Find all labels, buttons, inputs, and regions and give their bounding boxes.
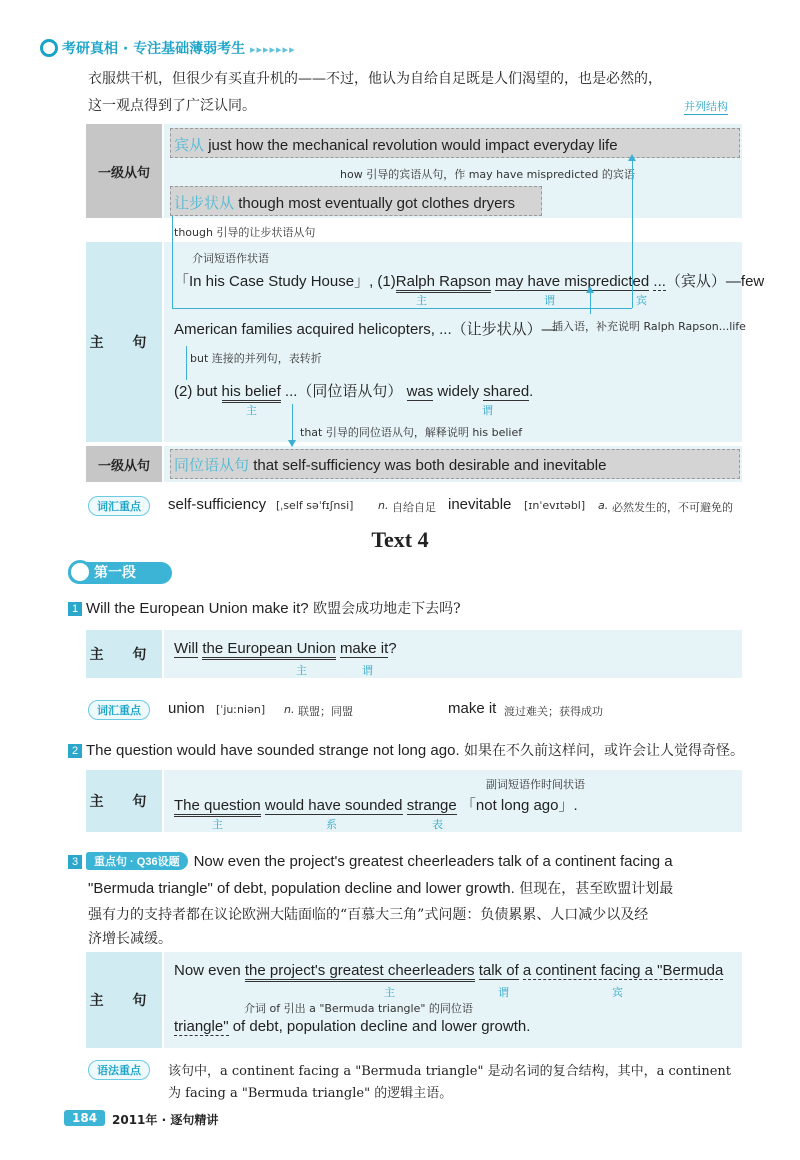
role-subject: 主 — [416, 294, 427, 307]
role-c-verb: 谓 — [482, 404, 493, 417]
s1-role-verb: 谓 — [362, 664, 373, 677]
sentence-2-cn: 如果在不久前这样问，或许会让人觉得奇怪。 — [459, 743, 745, 759]
s1-p2: ? — [388, 640, 397, 657]
vocab-phon-2: [ɪnˈevɪtəbl] — [524, 499, 586, 512]
sentence-3-en2: "Bermuda triangle" of debt, population decline and lower growth. — [88, 880, 515, 897]
s3-object: a continent facing a "Bermuda — [522, 962, 724, 979]
vocab-tag-1: 词汇重点 — [88, 496, 150, 516]
vocab-def-3: 联盟；同盟 — [298, 705, 353, 718]
main-subject: Ralph Rapson — [396, 273, 491, 293]
s3-analysis-line1 — [174, 962, 723, 979]
note-5: but 连接的并列句，表转折 — [190, 352, 322, 365]
main-verb: may have mispredicted — [495, 273, 650, 290]
s1-verb: make it — [339, 640, 389, 657]
s2-role-pred: 表 — [432, 818, 443, 831]
arrow-1 — [628, 154, 636, 161]
clause-3-text: that self-sufficiency was both desirable and inevitable — [253, 457, 607, 474]
main-line-2: American families acquired helicopters, ...（让步状从）— — [174, 321, 557, 338]
main-c2: ...（同位语从句） — [280, 383, 403, 400]
connector-5 — [186, 346, 187, 380]
s2-role-subject: 主 — [212, 818, 223, 831]
s2-note: 副词短语作时间状语 — [486, 778, 585, 791]
vocab-word-4: make it — [448, 700, 497, 717]
vocab-pos-2: a. — [598, 499, 609, 512]
s3-m2a: triangle" — [174, 1018, 229, 1035]
intro-line2: 这一观点得到了广泛认同。 — [88, 98, 256, 114]
paragraph-heading — [68, 562, 172, 584]
s1-analysis — [174, 640, 397, 657]
running-header — [40, 38, 296, 58]
main-c-pred: shared — [483, 383, 530, 400]
sentence-2 — [68, 740, 744, 760]
vocab-row-2 — [88, 700, 748, 722]
sentence-2-en: The question would have sounded strange not long ago. — [86, 742, 460, 759]
vocab-word-3: union — [168, 700, 205, 717]
clause-2 — [174, 192, 515, 213]
label-clause-top: 一级从句 — [86, 124, 162, 218]
connector-3 — [632, 158, 633, 308]
key-sentence-tag: 重点句 · Q36设题 — [86, 852, 188, 870]
sentence-3-cn4: 济增长减缓。 — [88, 931, 172, 947]
clause-3 — [174, 454, 606, 475]
sentence-1-en: Will the European Union make it? — [86, 600, 309, 617]
connector-2 — [172, 308, 632, 309]
s2-role-link: 系 — [326, 818, 337, 831]
sentence-1-number: 1 — [68, 602, 82, 616]
vocab-word-2: inevitable — [448, 496, 512, 513]
vocab-row-1 — [88, 496, 748, 518]
note-6: that 引导的同位语从句，解释说明 his belief — [300, 426, 523, 439]
s1-label: 主 句 — [86, 630, 162, 678]
sentence-3-en: Now even the project's greatest cheerleaders talk of a continent facing a — [193, 853, 673, 870]
s2-link: would have sounded — [264, 797, 403, 814]
note-4: 插入语，补充说明 Ralph Rapson...life — [552, 320, 746, 333]
main-a1: 「In his Case Study House」, (1) — [174, 273, 396, 290]
header-brand: 考研真相 · 专注基础薄弱考生 — [62, 41, 246, 57]
s3-subject: the project's greatest cheerleaders — [245, 962, 475, 982]
sentence-3-line2 — [88, 878, 673, 898]
sentence-2-number: 2 — [68, 744, 82, 758]
role-verb: 谓 — [544, 294, 555, 307]
arrow-2 — [586, 286, 594, 293]
connector-4 — [590, 290, 591, 314]
main-c1: (2) but — [174, 383, 218, 400]
vocab-word-1: self-sufficiency — [168, 496, 267, 513]
clause-2-tag: 让步状从 — [174, 195, 235, 212]
intro-note: 并列结构 — [684, 100, 728, 113]
s3-m2b: of debt, population decline and lower growth. — [228, 1018, 531, 1035]
s3-role-subject: 主 — [384, 986, 395, 999]
page-number: 184 — [64, 1110, 105, 1126]
grammar-line1: 该句中，a continent facing a "Bermuda triangle" 是动名词的复合结构，其中，a continent — [168, 1064, 732, 1079]
s2-analysis — [174, 794, 578, 815]
search-logo-icon — [40, 39, 58, 57]
main-line-3 — [174, 380, 533, 401]
s3-verb: talk of — [478, 962, 519, 979]
s1-subject: the European Union — [202, 640, 335, 660]
vocab-def-4: 渡过难关；获得成功 — [504, 705, 603, 718]
main-c4: . — [529, 383, 534, 400]
s3-role-verb: 谓 — [498, 986, 509, 999]
sentence-1 — [68, 598, 461, 618]
vocab-tag-2: 词汇重点 — [88, 700, 150, 720]
sentence-3-cn3: 强有力的支持者都在议论欧洲大陆面临的“百慕大三角”式问题：负债累累、人口减少以及经 — [88, 907, 649, 923]
clause-3-tag: 同位语从句 — [174, 457, 250, 474]
main-c-verb: was — [406, 383, 434, 400]
main-c-subject: his belief — [222, 383, 281, 403]
header-arrows: ▸▸▸▸▸▸▸ — [249, 43, 296, 56]
vocab-phon-3: [ˈjuːniən] — [216, 703, 266, 716]
s3-m1: Now even — [174, 962, 245, 979]
s1-p1: Will — [174, 640, 199, 657]
main-line-1 — [174, 270, 764, 291]
s3-role-object: 宾 — [612, 986, 623, 999]
intro-line1: 衣服烘干机，但很少有买直升机的——不过，他认为自给自足既是人们渴望的，也是必然的， — [88, 71, 662, 87]
sentence-3-number: 3 — [68, 855, 82, 869]
main-object: ... — [653, 273, 666, 290]
analysis-block-1 — [86, 124, 765, 482]
s1-role-subject: 主 — [296, 664, 307, 677]
footer-text: 2011年 · 逐句精讲 — [112, 1113, 219, 1127]
s3-note: 介词 of 引出 a "Bermuda triangle" 的同位语 — [244, 1002, 473, 1015]
sentence-1-cn: 欧盟会成功地走下去吗? — [308, 601, 461, 617]
s2-subject: The question — [174, 797, 261, 817]
connector-1 — [172, 216, 173, 308]
arrow-3 — [288, 440, 296, 447]
vocab-pos-1: n. — [378, 499, 389, 512]
grammar-tag: 语法重点 — [88, 1060, 150, 1080]
s3-label: 主 句 — [86, 952, 162, 1048]
label-clause-bottom: 一级从句 — [86, 446, 162, 482]
grammar-note — [88, 1060, 748, 1104]
vocab-pos-3: n. — [284, 703, 295, 716]
clause-1-text: just how the mechanical revolution would impact everyday life — [208, 137, 618, 154]
clause-1 — [174, 134, 618, 155]
clause-1-tag: 宾从 — [174, 137, 205, 154]
clause-2-text: though most eventually got clothes dryers — [238, 195, 516, 212]
main-c3: widely — [433, 383, 484, 400]
sentence-3-cn2: 但现在，甚至欧盟计划最 — [514, 881, 674, 897]
s2-label: 主 句 — [86, 770, 162, 832]
s3-analysis-line2 — [174, 1018, 530, 1035]
role-c-subject: 主 — [246, 404, 257, 417]
paragraph-heading-text: 第一段 — [94, 565, 136, 581]
main-a2: （宾从）—few — [665, 273, 765, 290]
role-object: 宾 — [636, 294, 647, 307]
label-main: 主 句 — [86, 242, 162, 442]
magnifier-icon — [68, 560, 92, 584]
vocab-def-1: 自给自足 — [392, 501, 436, 514]
section-title: Text 4 — [371, 527, 429, 552]
s2-adv: 「not long ago」. — [460, 797, 578, 814]
note-2: though 引导的让步状语从句 — [174, 226, 316, 239]
s2-pred: strange — [406, 797, 457, 814]
vocab-def-2: 必然发生的，不可避免的 — [612, 501, 733, 514]
note-1: how 引导的宾语从句，作 may have mispredicted 的宾语 — [340, 168, 635, 181]
grammar-line2: 为 facing a "Bermuda triangle" 的逻辑主语。 — [168, 1086, 453, 1101]
vocab-phon-1: [ˌself səˈfɪʃnsi] — [276, 499, 354, 512]
sentence-3 — [68, 852, 673, 870]
note-3: 介词短语作状语 — [192, 252, 269, 265]
